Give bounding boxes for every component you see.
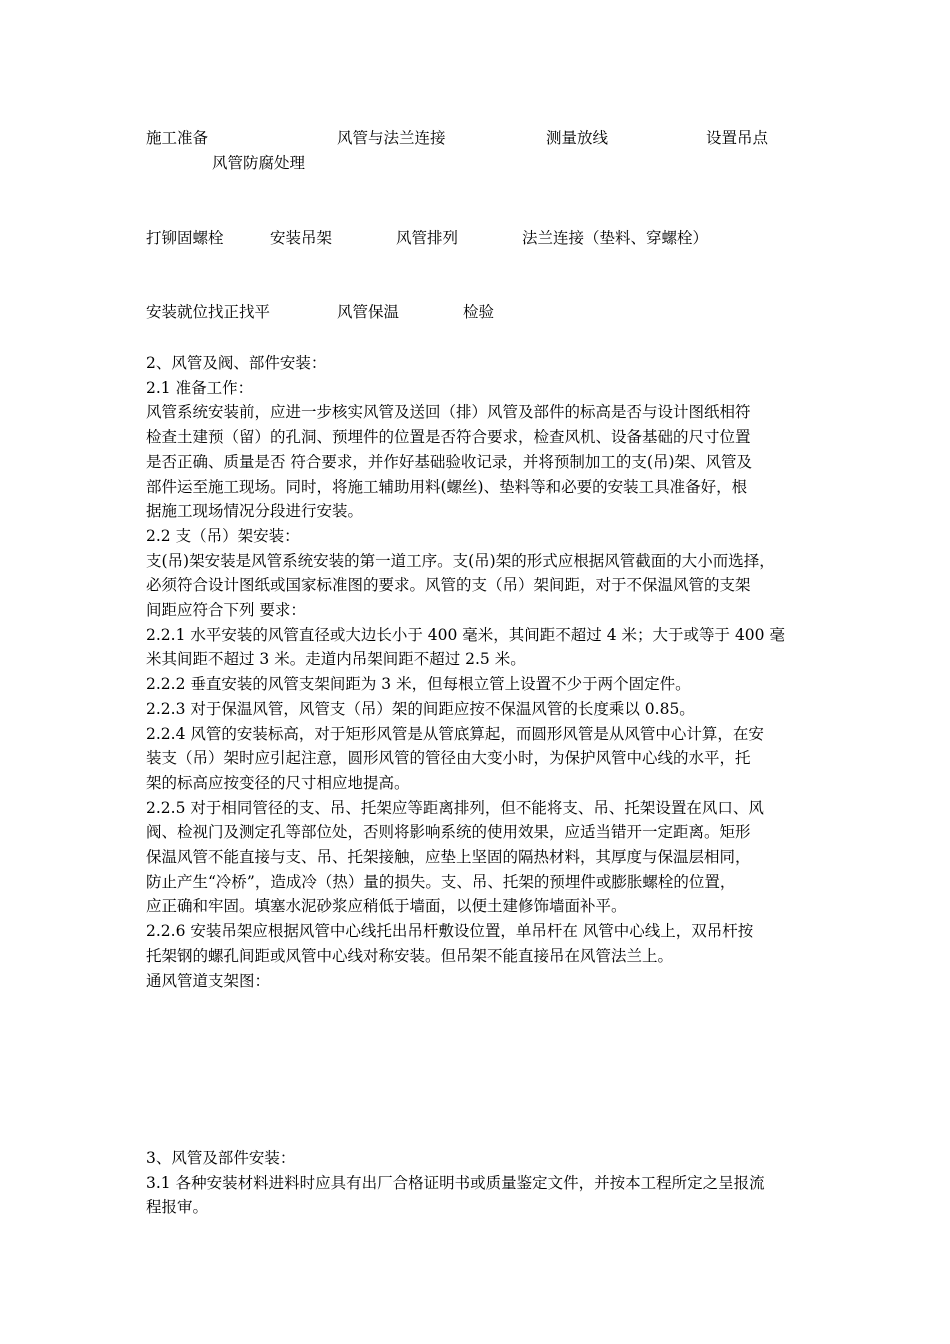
text-line: 是否正确、质量是否 符合要求，并作好基础验收记录，并将预制加工的支(吊)架、风管及 [146,452,753,471]
text-line: 必须符合设计图纸或国家标准图的要求。风管的支（吊）架间距，对于不保温风管的支架 [146,576,751,595]
flow-step-install-hangers: 安装吊架 [270,229,333,247]
text-line: 2.2.4 风管的安装标高，对于矩形风管是从管底算起，而圆形风管是从风管中心计算，在安 [146,724,764,743]
flow-step-positioning-leveling: 安装就位找正找平 [146,303,271,321]
flow-step-construction-prep: 施工准备 [146,129,209,147]
text-line: 检查土建预（留）的孔洞、预埋件的位置是否符合要求，检查风机、设备基础的尺寸位置 [146,428,751,447]
text-line: 2.2.6 安装吊架应根据风管中心线托出吊杆敷设位置，单吊杆在 风管中心线上，双吊杆按 [146,922,754,941]
text-line: 2.2.3 对于保温风管，风管支（吊）架的间距应按不保温风管的长度乘以 0.85。 [146,699,695,718]
text-line: 2.2.1 水平安装的风管直径或大边长小于 400 毫米，其间距不超过 4 米；大于或等于 400 毫 [146,625,785,644]
text-line: 通风管道支架图： [146,971,271,990]
section-3-heading: 3、风管及部件安装： [146,1149,296,1167]
text-line: 2.2.5 对于相同管径的支、吊、托架应等距离排列，但不能将支、吊、托架设置在风口、风 [146,798,764,817]
text-line: 部件运至施工现场。同时，将施工辅助用料(螺丝)、垫料等和必要的安装工具准备好，根 [146,477,748,496]
text-line: 阀、检视门及测定孔等部位处，否则将影响系统的使用效果，应适当错开一定距离。矩形 [146,823,751,842]
flow-step-duct-arrangement: 风管排列 [396,229,459,247]
flow-step-rivet-bolts: 打铆固螺栓 [146,229,224,247]
text-line: 装支（吊）架时应引起注意，圆形风管的管径由大变小时，为保护风管中心线的水平，托 [146,749,751,768]
text-line: 保温风管不能直接与支、吊、托架接触，应垫上坚固的隔热材料，其厚度与保温层相同， [146,848,751,867]
text-line: 程报审。 [146,1198,209,1217]
text-line: 架的标高应按变径的尺寸相应地提高。 [146,773,410,792]
flow-step-survey-layout: 测量放线 [546,129,609,147]
text-line: 2.1 准备工作： [146,378,254,397]
text-line: 2、风管及阀、部件安装： [146,354,327,372]
text-line: 应正确和牢固。填塞水泥砂浆应稍低于墙面，以便土建修饰墙面补平。 [146,897,627,916]
text-line: 防止产生“冷桥”，造成冷（热）量的损失。支、吊、托架的预埋件或膨胀螺栓的位置， [146,872,736,891]
flow-step-anticorrosion: 风管防腐处理 [212,154,306,172]
text-line: 支(吊)架安装是风管系统安装的第一道工序。支(吊)架的形式应根据风管截面的大小而选择， [146,551,775,570]
flow-step-flange-connection: 法兰连接（垫料、穿螺栓） [522,229,709,247]
text-line: 2.2.2 垂直安装的风管支架间距为 3 米，但每根立管上设置不少于两个固定件。 [146,675,691,694]
text-line: 间距应符合下列 要求： [146,601,306,620]
text-line: 2.2 支（吊）架安装： [146,526,300,545]
body-text-section-3 [146,1146,811,1220]
flow-step-inspection: 检验 [463,303,495,321]
text-line: 托架钢的螺孔间距或风管中心线对称安装。但吊架不能直接吊在风管法兰上。 [146,946,674,965]
text-line: 风管系统安装前，应进一步核实风管及送回（排）风管及部件的标高是否与设计图纸相符 [146,403,751,422]
flow-step-duct-insulation: 风管保温 [337,303,400,321]
body-text-section-2 [146,351,811,993]
text-line: 米其间距不超过 3 米。走道内吊架间距不超过 2.5 米。 [146,650,526,669]
text-line: 据施工现场情况分段进行安装。 [146,502,364,521]
flow-step-set-hanging-points: 设置吊点 [706,129,769,147]
flow-step-duct-flange-connect: 风管与法兰连接 [337,129,446,147]
text-line: 3.1 各种安装材料进料时应具有出厂合格证明书或质量鉴定文件，并按本工程所定之呈报流 [146,1173,765,1192]
